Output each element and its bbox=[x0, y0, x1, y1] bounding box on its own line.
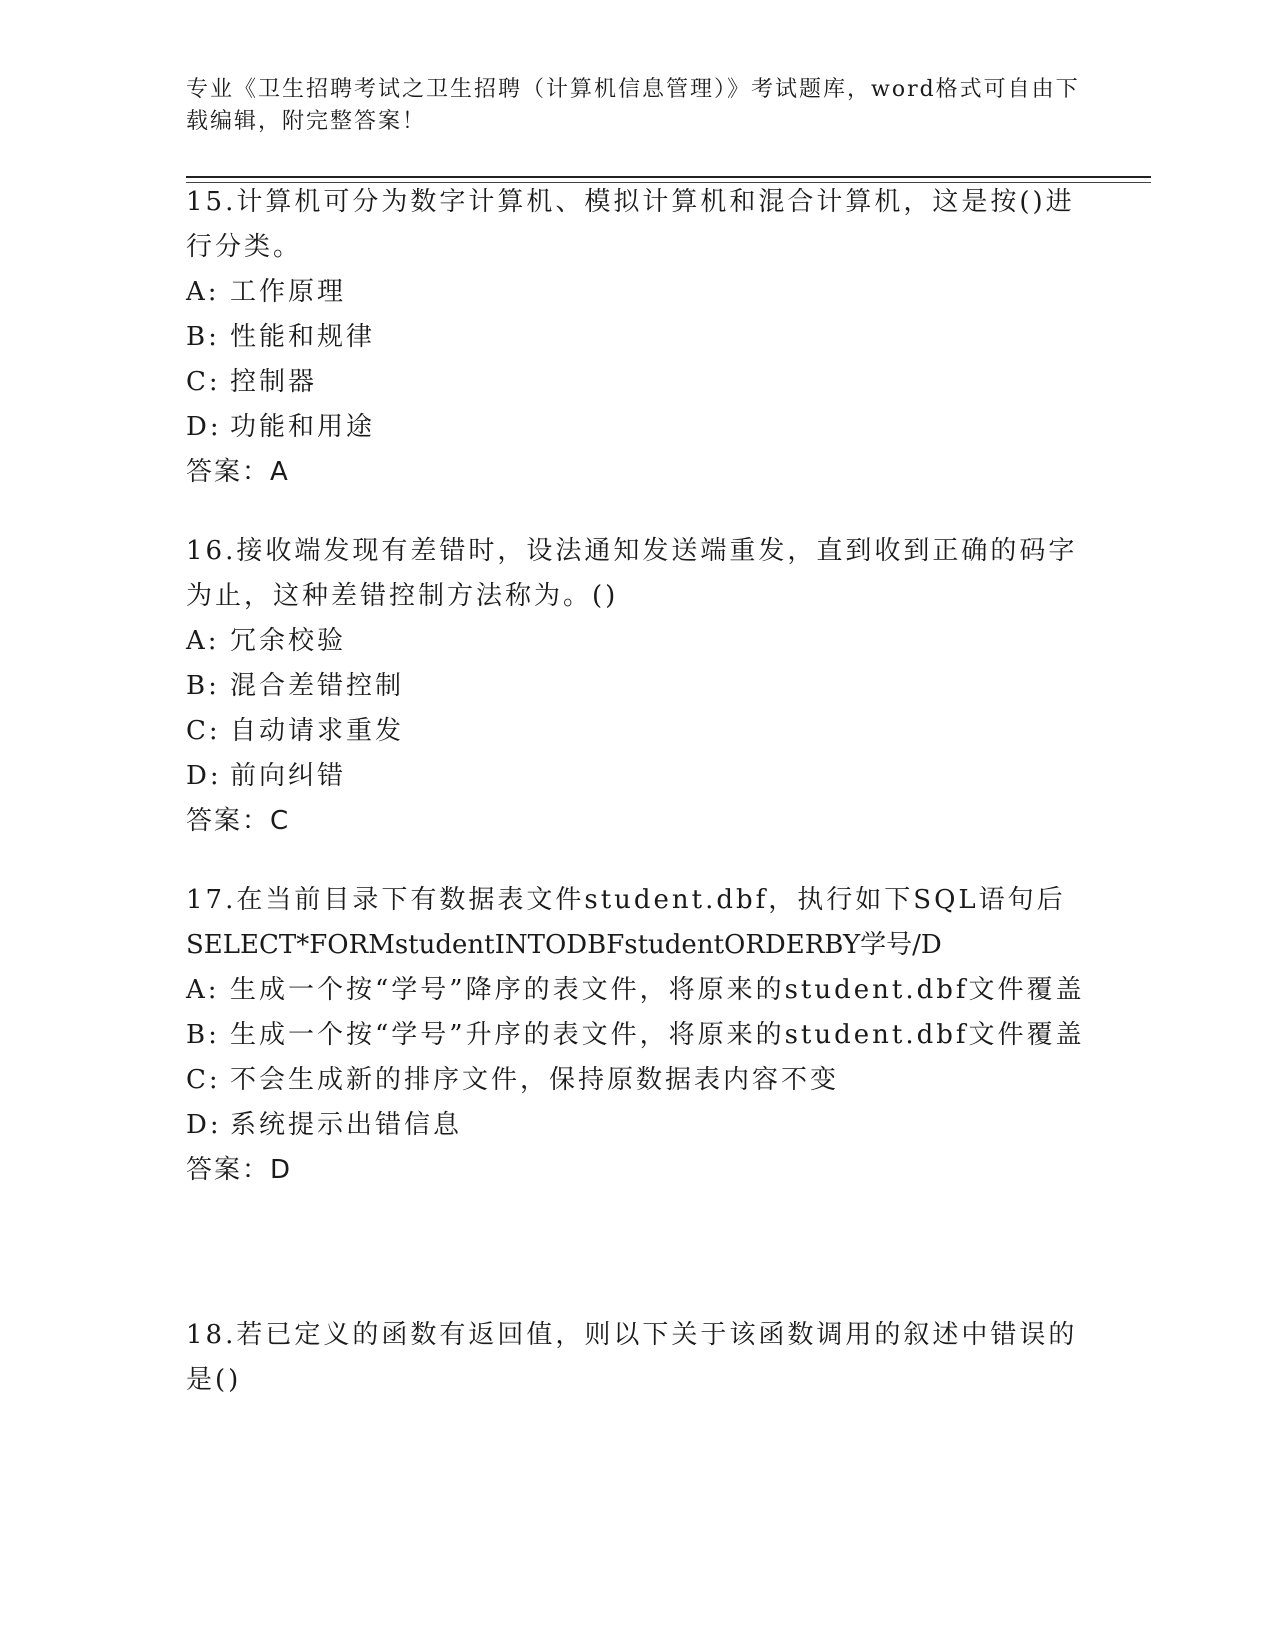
option-b: B: 性能和规律 bbox=[186, 322, 376, 352]
question-stem: 15.计算机可分为数字计算机、模拟计算机和混合计算机，这是按()进行分类。 bbox=[186, 187, 1075, 262]
option-a: A: 工作原理 bbox=[186, 277, 347, 307]
option-c: C: 自动请求重发 bbox=[186, 716, 405, 746]
question-18 bbox=[186, 1313, 1086, 1403]
question-stem: 18.若已定义的函数有返回值，则以下关于该函数调用的叙述中错误的是() bbox=[186, 1320, 1078, 1395]
option-c: C: 不会生成新的排序文件，保持原数据表内容不变 bbox=[186, 1065, 840, 1095]
question-16 bbox=[186, 529, 1086, 844]
answer-line: 答案：A bbox=[186, 457, 290, 487]
header-rule-thick bbox=[186, 176, 1151, 178]
option-b: B: 生成一个按“学号”升序的表文件，将原来的student.dbf文件覆盖 bbox=[186, 1020, 1085, 1050]
option-c: C: 控制器 bbox=[186, 367, 318, 397]
option-d: D: 前向纠错 bbox=[186, 761, 347, 791]
option-a: A: 冗余校验 bbox=[186, 626, 347, 656]
question-stem: 16.接收端发现有差错时，设法通知发送端重发，直到收到正确的码字为止，这种差错控制方法称为。() bbox=[186, 536, 1078, 611]
option-b: B: 混合差错控制 bbox=[186, 671, 405, 701]
option-a: A: 生成一个按“学号”降序的表文件，将原来的student.dbf文件覆盖 bbox=[186, 975, 1085, 1005]
option-d: D: 功能和用途 bbox=[186, 412, 376, 442]
answer-line: 答案：D bbox=[186, 1155, 293, 1185]
header-note: 专业《卫生招聘考试之卫生招聘（计算机信息管理）》考试题库，word格式可自由下载编辑，附完整答案！ bbox=[186, 77, 1080, 134]
question-15 bbox=[186, 180, 1086, 495]
question-17 bbox=[186, 878, 1086, 1193]
option-d: D: 系统提示出错信息 bbox=[186, 1110, 463, 1140]
question-sql: SELECT*FORMstudentINTODBFstudentORDERBY学号/D bbox=[186, 930, 942, 960]
answer-line: 答案：C bbox=[186, 806, 291, 836]
question-stem: 17.在当前目录下有数据表文件student.dbf，执行如下SQL语句后 bbox=[186, 885, 1066, 915]
